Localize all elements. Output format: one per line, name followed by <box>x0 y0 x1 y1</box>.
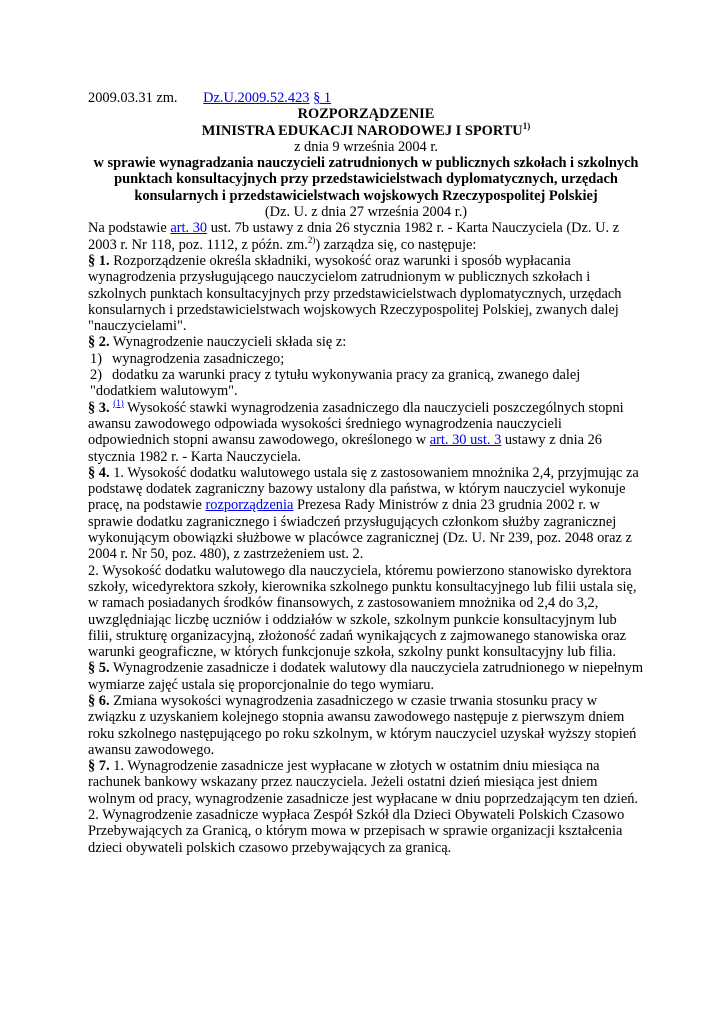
regulation-date: z dnia 9 września 2004 r. <box>294 138 438 155</box>
regulation-title: ROZPORZĄDZENIE <box>297 106 435 123</box>
section-5-label: § 5. <box>88 660 110 677</box>
section-6-label: § 6. <box>88 692 110 709</box>
section-4-item-2: 2. Wysokość dodatku walutowego dla nauczyciela, któremu powierzono stanowisko dyrektora szkoły, wicedyrektora szkoły, kierownika szkolnego punktu konsultacyjnego lub filii ustala się, w ramach posiadanych środków finansowych, z zastosowaniem mnożnika od 2,4 do 3,2, uwzględniając liczbę uczniów i oddziałów w szkole, szkolnym punkcie konsultacyjnym lub filii, strukturę organizacyjną, złożoność zadań wynikających z zajmowanego stanowiska oraz warunki geograficzne, w których funkcjonuje szkoła, szkolny punkt konsultacyjny lub filia. <box>88 562 637 661</box>
art-30-link[interactable]: art. 30 <box>170 220 208 237</box>
section-2-text: Wynagrodzenie nauczycieli składa się z: <box>109 334 347 351</box>
section-2 <box>88 334 644 350</box>
issuer-name: MINISTRA EDUKACJI NARODOWEJ I SPORTU <box>201 122 523 139</box>
intro-paragraph: Na podstawie art. 30 ust. 7b ustawy z dnia 26 stycznia 1982 r. - Karta Nauczyciela (Dz. U. z 2003 r. Nr 118, poz. 1112, z późn. zm.$^{2)}$) zarządza się, co następuje: <box>88 220 620 253</box>
section-6: § 6. Zmiana wysokości wynagrodzenia zasadniczego w czasie trwania stosunku pracy w związku z uzyskaniem kolejnego stopnia awansu zawodowego następuje z pierwszym dniem roku szkolnego następującego po roku szkolnym, w którym nauczyciel uzyskał wyższy stopień awansu zawodowego. <box>88 692 637 758</box>
document-content <box>88 90 644 856</box>
section-1-text: Rozporządzenie określa składniki, wysokość oraz warunki i sposób wypłacania wynagrodzenia przysługującego nauczycielom zatrudnionym w publicznych szkołach i szkolnych punktach konsultacyjnych przy przedstawicielstwach dyplomatycznych, urzędach konsularnych i przedstawicielstwach wojskowych Rzeczypospolitej Polskiej, zwanych dalej "nauczycielami". <box>88 252 622 335</box>
section-2-item-2: 2) dodatku za warunki pracy z tytułu wykonywania pracy za granicą, zwanego dalej "dodatkiem walutowym". <box>90 367 581 400</box>
section-1 <box>88 253 644 334</box>
paragraph-ref-link[interactable]: § 1 <box>313 90 332 106</box>
intro-footnote-ref: 2) <box>307 234 316 245</box>
section-7: § 7. 1. Wynagrodzenie zasadnicze jest wypłacane w złotych w ostatnim dniu miesiąca na rachunek bankowy wskazany przez nauczyciela. Jeżeli ostatni dzień miesiąca jest dniem wolnym od pracy, wynagrodzenie zasadnicze jest wypłacane w dniu poprzedzającym ten dzień. <box>88 758 639 807</box>
amendment-line <box>88 90 644 106</box>
section-2-item-1: 1) wynagrodzenia zasadniczego; <box>90 350 285 367</box>
journal-citation: (Dz. U. z dnia 27 września 2004 r.) <box>264 204 468 221</box>
journal-ref-link[interactable]: Dz.U.2009.52.423 <box>203 90 310 106</box>
section-3-label: § 3. <box>88 399 110 416</box>
regulation-link[interactable]: rozporządzenia <box>205 497 294 514</box>
section-1-label: § 1. <box>88 252 110 269</box>
section-4-label: § 4. <box>88 464 110 481</box>
section-7-label: § 7. <box>88 758 110 775</box>
amendment-note-link[interactable]: (1) <box>113 397 124 408</box>
section-4: § 4. 1. Wysokość dodatku walutowego ustala się z zastosowaniem mnożnika 2,4, przyjmując za podstawę dodatek zagraniczny bazowy ustalony dla państwa, w którym nauczyciel wykonuje pracę, na podstawie rozporządzenia Prezesa Rady Ministrów z dnia 23 grudnia 2002 r. w sprawie dodatku zagranicznego i świadczeń przysługujących członkom służby zagranicznej wykonującym obowiązki służbowe w placówce zagranicznej (Dz. U. Nr 239, poz. 2048 oraz z 2004 r. Nr 50, poz. 480), z zastrzeżeniem ust. 2. <box>88 464 639 563</box>
section-7-item-2: 2. Wynagrodzenie zasadnicze wypłaca Zespół Szkół dla Dzieci Obywateli Polskich Czasowo Przebywających za Granicą, o którym mowa w przepisach w sprawie organizacji kształcenia dzieci obywateli polskich czasowo przebywających za granicą. <box>88 807 625 856</box>
issuer-footnote-ref: 1) <box>522 120 531 131</box>
section-5: § 5. Wynagrodzenie zasadnicze i dodatek walutowy dla nauczyciela zatrudnionego w niepełnym wymiarze zajęć ustala się proporcjonalnie do tego wymiaru. <box>88 660 644 693</box>
section-2-label: § 2. <box>88 334 110 351</box>
amendment-date: 2009.03.31 zm. <box>88 90 178 106</box>
regulation-subject: w sprawie wynagradzania nauczycieli zatrudnionych w publicznych szkołach i szkolnych punktach konsultacyjnych przy przedstawicielstwach dyplomatycznych, urzędach konsularnych i przedstawicielstwach wojskowych Rzeczypospolitej Polskiej <box>93 155 639 204</box>
art-30-ust-3-link[interactable]: art. 30 ust. 3 <box>429 432 502 449</box>
section-3: § 3. $^{(1)}$ Wysokość stawki wynagrodzenia zasadniczego dla nauczycieli poszczególnych stopni awansu zawodowego odpowiada wysokości średniego wynagrodzenia nauczycieli odpowiednich stopni awansu zawodowego, określonego w art. 30 ust. 3 ustawy z dnia 26 stycznia 1982 r. - Karta Nauczyciela. <box>88 397 624 465</box>
issuer-title <box>88 120 644 139</box>
